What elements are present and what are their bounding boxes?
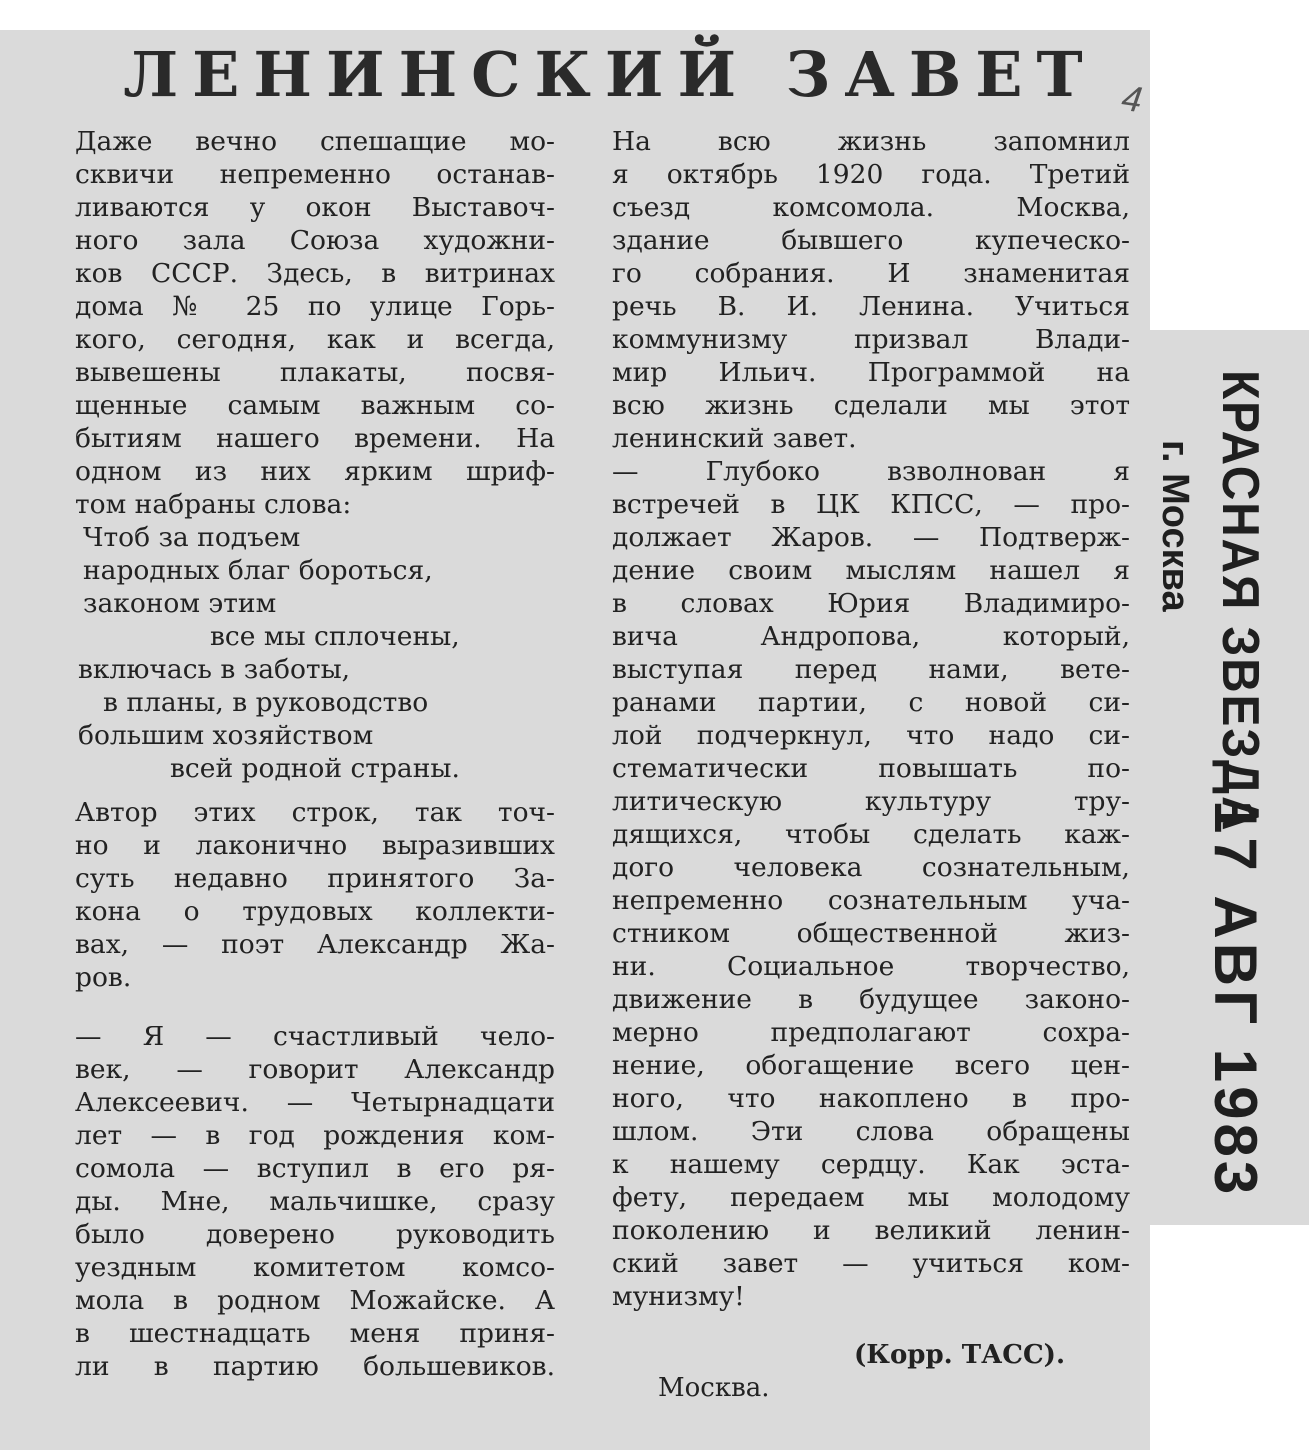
dateline-city: Москва. (658, 1373, 770, 1403)
text-line: Автор этих строк, так точ- (75, 797, 555, 828)
text-line: всю жизнь сделали мы этот (612, 390, 1130, 421)
text-line: стником общественной жиз- (612, 918, 1130, 949)
text-line: стематически повышать по- (612, 753, 1130, 784)
text-line: — Глубоко взволнован я (612, 456, 1130, 487)
text-line: дого человека сознательным, (612, 852, 1130, 883)
text-line: ков СССР. Здесь, в витринах (75, 258, 555, 289)
paragraph-gap (75, 994, 555, 1020)
stamp-city: г. Москва (1154, 440, 1196, 612)
article-title: ЛЕНИНСКИЙ ЗАВЕТ (123, 38, 1097, 111)
text-line: ранами партии, с новой си- (612, 687, 1130, 718)
text-line: сквичи непременно останав- (75, 159, 555, 190)
text-line: непременно сознательным уча- (612, 885, 1130, 916)
text-line: го собрания. И знаменитая (612, 258, 1130, 289)
paragraph-gap (75, 785, 555, 796)
text-line: лет — в год рождения ком- (75, 1120, 555, 1151)
text-line: литическую культуру тру- (612, 786, 1130, 817)
text-line: мола в родном Можайске. А (75, 1285, 555, 1316)
archive-date-stamp (1154, 370, 1270, 1199)
poem-line: большим хозяйством (78, 720, 374, 751)
text-line: дящихся, чтобы сделать каж- (612, 819, 1130, 850)
text-line: ленинский завет. (612, 423, 857, 454)
text-line: но и лаконично выразивших (75, 830, 555, 861)
text-line: мерно предполагают сохра- (612, 1017, 1130, 1048)
text-line: здание бывшего купеческо- (612, 225, 1130, 256)
text-line: вах, — поэт Александр Жа- (75, 929, 555, 960)
text-line: ров. (75, 962, 132, 993)
text-line: кого, сегодня, как и всегда, (75, 324, 555, 355)
text-line: лой подчеркнул, что надо си- (612, 720, 1130, 751)
text-line: должает Жаров. — Подтверж- (612, 522, 1130, 553)
text-line: дение своим мыслям нашел я (612, 555, 1130, 586)
stamp-date: 17 АВГ 1983 (1202, 800, 1269, 1199)
text-line: вывешены плакаты, посвя- (75, 357, 555, 388)
poem-line: Чтоб за подъем (83, 522, 301, 553)
text-line: ного, что накоплено в про- (612, 1083, 1130, 1114)
text-line: — Я — счастливый чело- (75, 1021, 555, 1052)
text-line: уездным комитетом комсо- (75, 1252, 555, 1283)
byline-signature: (Корр. ТАСС). (854, 1340, 1066, 1370)
text-line: ский завет — учиться ком- (612, 1248, 1130, 1279)
poem-line: включась в заботы, (78, 654, 351, 685)
text-line: ды. Мне, мальчишке, сразу (75, 1186, 555, 1217)
text-line: речь В. И. Ленина. Учиться (612, 291, 1130, 322)
article-right-column (612, 125, 1130, 1313)
text-line: бытиям нашего времени. На (75, 423, 555, 454)
article-left-column (75, 125, 555, 1383)
text-line: выступая перед нами, вете- (612, 654, 1130, 685)
pencil-page-number: 4 (1119, 76, 1145, 121)
text-line: в шестнадцать меня приня- (75, 1318, 555, 1349)
text-line: съезд комсомола. Москва, (612, 192, 1130, 223)
text-line: я октябрь 1920 года. Третий (612, 159, 1130, 190)
text-line: к нашему сердцу. Как эста- (612, 1149, 1130, 1180)
text-line: щенные самым важным со- (75, 390, 555, 421)
text-line: одном из них ярким шриф- (75, 456, 555, 487)
text-line: ливаются у окон Выставоч- (75, 192, 555, 223)
stamp-newspaper-name: КРАСНАЯ ЗВЕЗДА (1211, 370, 1269, 833)
text-line: в словах Юрия Владимиро- (612, 588, 1130, 619)
poem-line: всей родной страны. (170, 753, 460, 784)
text-line: кона о трудовых коллекти- (75, 896, 555, 927)
poem-line: в планы, в руководство (103, 687, 429, 718)
text-line: нение, обогащение всего цен- (612, 1050, 1130, 1081)
text-line: было доверено руководить (75, 1219, 555, 1250)
text-line: На всю жизнь запомнил (612, 126, 1130, 157)
text-line: мунизму! (612, 1281, 745, 1312)
text-line: мир Ильич. Программой на (612, 357, 1130, 388)
text-line: суть недавно принятого За- (75, 863, 555, 894)
text-line: вича Андропова, который, (612, 621, 1130, 652)
poem-line: народных благ бороться, (83, 555, 433, 586)
text-line: движение в будущее законо- (612, 984, 1130, 1015)
text-line: сомола — вступил в его ря- (75, 1153, 555, 1184)
text-line: шлом. Эти слова обращены (612, 1116, 1130, 1147)
text-line: ни. Социальное творчество, (612, 951, 1130, 982)
text-line: поколению и великий ленин- (612, 1215, 1130, 1246)
text-line: век, — говорит Александр (75, 1054, 555, 1085)
text-line: Алексеевич. — Четырнадцати (75, 1087, 555, 1118)
text-line: ного зала Союза художни- (75, 225, 555, 256)
text-line: Даже вечно спешащие мо- (75, 126, 555, 157)
text-line: дома № 25 по улице Горь- (75, 291, 555, 322)
text-line: встречей в ЦК КПСС, — про- (612, 489, 1130, 520)
text-line: ли в партию большевиков. (75, 1351, 555, 1382)
poem-line: законом этим (83, 588, 277, 619)
poem-line: все мы сплочены, (210, 621, 460, 652)
text-line: том набраны слова: (75, 489, 352, 520)
text-line: фету, передаем мы молодому (612, 1182, 1130, 1213)
text-line: коммунизму призвал Влади- (612, 324, 1130, 355)
